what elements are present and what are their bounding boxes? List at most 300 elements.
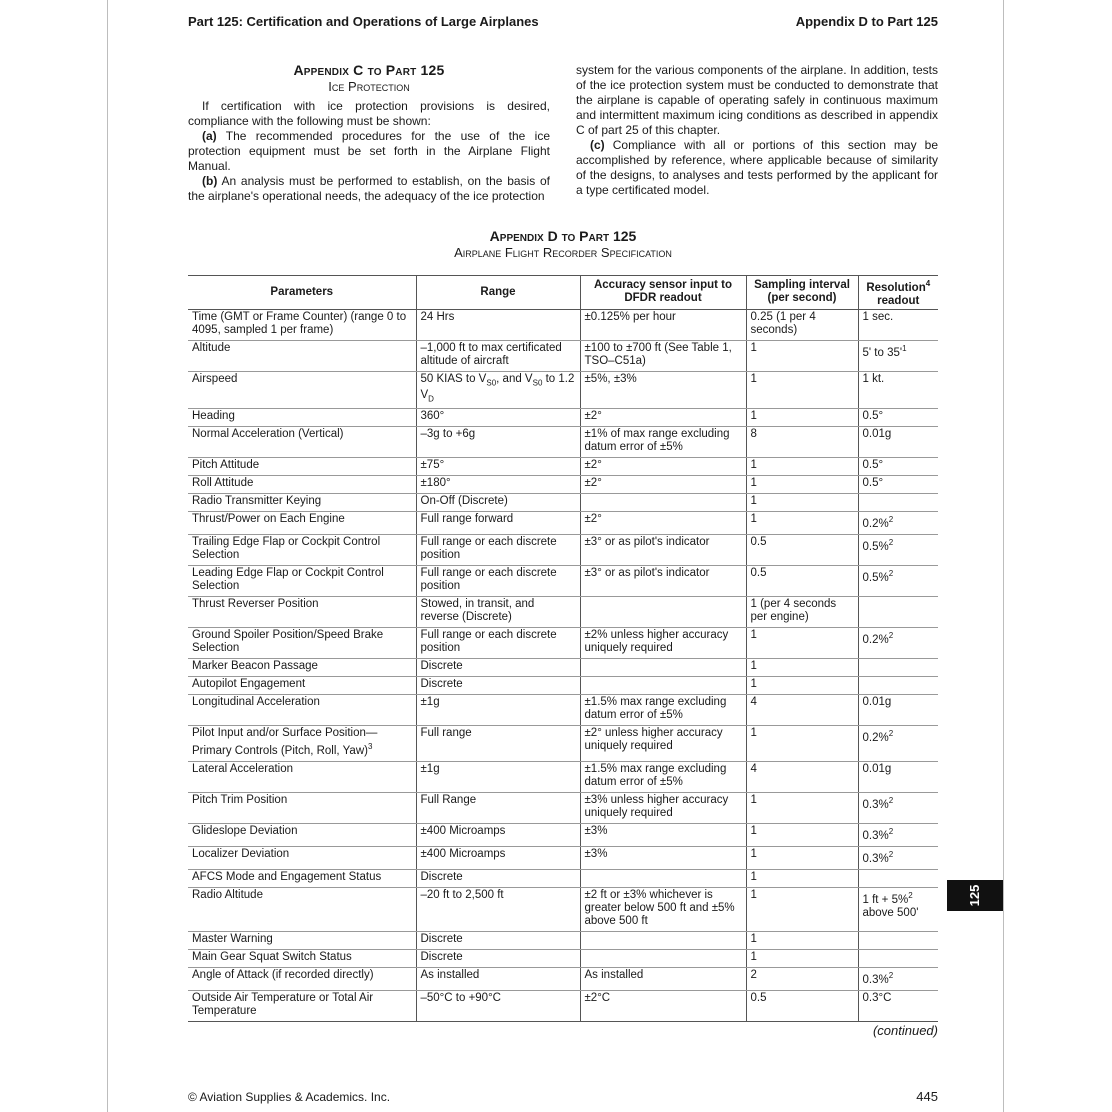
resolution-text: 5' to 35' [862, 346, 903, 359]
range-text: Full range or each discrete position [420, 567, 557, 593]
cell-sampling [746, 967, 858, 990]
cell-parameter [188, 887, 416, 931]
header-resolution-readout: readout [877, 294, 920, 307]
sampling-text: 4 [750, 696, 757, 709]
cell-accuracy [580, 597, 746, 628]
cell-accuracy [580, 340, 746, 371]
resolution-text: 0.3% [862, 829, 889, 842]
sampling-text: 1 [750, 888, 757, 901]
range-text: Full range forward [420, 513, 514, 526]
resolution-text: 0.5° [862, 459, 884, 472]
cell-resolution [858, 458, 938, 476]
parameter-text: Normal Acceleration (Vertical) [192, 428, 344, 441]
cell-sampling [746, 409, 858, 427]
table-row [188, 340, 938, 371]
cell-parameter [188, 427, 416, 458]
parameter-text: Localizer Deviation [192, 847, 290, 860]
accuracy-text: ±2° [584, 459, 602, 472]
cell-range [416, 535, 580, 566]
accuracy-text: ±1% of max range excluding datum error of ±5% [584, 428, 730, 454]
resolution-text-tail: above 500' [862, 906, 919, 919]
resolution-footnote: 2 [888, 538, 894, 548]
cell-sampling [746, 566, 858, 597]
cell-sampling [746, 846, 858, 869]
sampling-text: 1 [750, 372, 757, 385]
cell-accuracy [580, 887, 746, 931]
parameter-text: Lateral Acceleration [192, 763, 294, 776]
resolution-text: 0.3°C [862, 991, 892, 1004]
cell-accuracy [580, 535, 746, 566]
cell-accuracy [580, 677, 746, 695]
table-row [188, 887, 938, 931]
sampling-text: 1 [750, 495, 757, 508]
table-header-row [188, 276, 938, 310]
sampling-text: 0.5 [750, 536, 767, 549]
sampling-text: 1 [750, 341, 757, 354]
cell-sampling [746, 494, 858, 512]
page-number: 445 [916, 1089, 938, 1104]
parameter-text: Time (GMT or Frame Counter) (range 0 to 4095, sampled 1 per frame) [192, 310, 407, 336]
cell-resolution [858, 726, 938, 762]
range-text-mid: , and V [496, 372, 533, 385]
accuracy-text: ±3° or as pilot's indicator [584, 536, 710, 549]
appendix-c-subtitle: Ice Protection [328, 79, 410, 94]
range-text: Full range [420, 727, 472, 740]
cell-accuracy [580, 309, 746, 340]
resolution-footnote: 2 [888, 729, 894, 739]
range-text: Discrete [420, 950, 463, 963]
cell-parameter [188, 824, 416, 847]
sampling-text: 1 [750, 629, 757, 642]
cell-parameter [188, 340, 416, 371]
cell-parameter [188, 726, 416, 762]
para-b-label: (b) [202, 174, 218, 188]
table-row [188, 869, 938, 887]
resolution-text: 0.2% [862, 732, 889, 745]
cell-accuracy [580, 726, 746, 762]
resolution-text: 0.5% [862, 541, 889, 554]
resolution-text: 1 kt. [862, 372, 885, 385]
sampling-text: 1 [750, 847, 757, 860]
parameter-text: Outside Air Temperature or Total Air Temperature [192, 991, 374, 1017]
cell-sampling [746, 597, 858, 628]
range-text: ±400 Microamps [420, 825, 506, 838]
sampling-text: 1 [750, 678, 757, 691]
sampling-text: 4 [750, 763, 757, 776]
table-row [188, 628, 938, 659]
resolution-text: 0.3% [862, 852, 889, 865]
cell-range [416, 512, 580, 535]
accuracy-text: ±1.5% max range excluding datum error of ±5% [584, 696, 727, 722]
continued-note: (continued) [872, 1023, 938, 1038]
cell-sampling [746, 793, 858, 824]
table-row [188, 597, 938, 628]
cell-sampling [746, 677, 858, 695]
cell-accuracy [580, 793, 746, 824]
cell-resolution [858, 340, 938, 371]
running-head-left: Part 125: Certification and Operations of Large Airplanes [188, 14, 539, 29]
range-text: Discrete [420, 660, 463, 673]
cell-range [416, 340, 580, 371]
header-resolution-label: Resolution [866, 281, 926, 294]
cell-range [416, 371, 580, 409]
header-resolution [858, 276, 938, 310]
cell-accuracy [580, 990, 746, 1021]
cell-resolution [858, 931, 938, 949]
table-row [188, 949, 938, 967]
table-row [188, 793, 938, 824]
cell-parameter [188, 677, 416, 695]
sampling-text: 1 [750, 825, 757, 838]
cell-parameter [188, 309, 416, 340]
parameter-text: Radio Altitude [192, 888, 263, 901]
range-text: Discrete [420, 932, 463, 945]
cell-accuracy [580, 869, 746, 887]
range-text: 50 KIAS to V [420, 372, 487, 385]
cell-resolution [858, 887, 938, 931]
parameter-text: Radio Transmitter Keying [192, 495, 322, 508]
page-edge-left [107, 0, 108, 1112]
table-row [188, 535, 938, 566]
cell-range [416, 566, 580, 597]
resolution-footnote: 2 [888, 827, 894, 837]
cell-sampling [746, 695, 858, 726]
cell-sampling [746, 762, 858, 793]
table-row [188, 476, 938, 494]
cell-resolution [858, 597, 938, 628]
cell-parameter [188, 846, 416, 869]
cell-sampling [746, 887, 858, 931]
range-text: ±400 Microamps [420, 847, 506, 860]
sampling-text: 1 [750, 794, 757, 807]
cell-resolution [858, 695, 938, 726]
appendix-d-heading [188, 228, 938, 261]
cell-sampling [746, 476, 858, 494]
accuracy-text: ±2° [584, 410, 602, 423]
range-text: 24 Hrs [420, 310, 455, 323]
accuracy-text: ±5%, ±3% [584, 372, 637, 385]
cell-parameter [188, 967, 416, 990]
cell-resolution [858, 409, 938, 427]
resolution-footnote: 2 [888, 796, 894, 806]
cell-parameter [188, 869, 416, 887]
cell-resolution [858, 793, 938, 824]
cell-sampling [746, 931, 858, 949]
sampling-text: 1 [750, 950, 757, 963]
range-text: On-Off (Discrete) [420, 495, 508, 508]
parameter-text: Thrust Reverser Position [192, 598, 319, 611]
appendix-c-para-b [188, 174, 550, 204]
parameter-text: Roll Attitude [192, 477, 254, 490]
accuracy-text: ±2°C [584, 991, 611, 1004]
sampling-text: 1 [750, 459, 757, 472]
resolution-footnote: 2 [888, 569, 894, 579]
accuracy-text: ±100 to ±700 ft (See Table 1, TSO–C51a) [584, 341, 732, 367]
resolution-text: 0.01g [862, 763, 892, 776]
thumb-tab [947, 880, 1003, 911]
parameter-text: Pitch Trim Position [192, 794, 288, 807]
cell-parameter [188, 628, 416, 659]
accuracy-text: ±2 ft or ±3% whichever is greater below 500 ft and ±5% above 500 ft [584, 888, 735, 927]
cell-range [416, 695, 580, 726]
range-text: ±1g [420, 696, 440, 709]
accuracy-text: ±3% [584, 847, 608, 860]
sampling-text: 1 [750, 870, 757, 883]
appendix-d-title: Appendix D to Part 125 [489, 228, 637, 244]
cell-range [416, 659, 580, 677]
cell-resolution [858, 628, 938, 659]
cell-range [416, 762, 580, 793]
cell-parameter [188, 990, 416, 1021]
resolution-text: 0.2% [862, 634, 889, 647]
range-text: Discrete [420, 678, 463, 691]
range-text: ±180° [420, 477, 451, 490]
para-a-text: The recommended procedures for the use of the ice protection equipment must be set forth in the Airplane Flight Manual. [188, 129, 550, 173]
cell-range [416, 476, 580, 494]
cell-parameter [188, 566, 416, 597]
appendix-c-para-c [576, 138, 938, 198]
para-c-label: (c) [590, 138, 605, 152]
appendix-c-column-continued [576, 63, 938, 198]
appendix-c-intro: If certification with ice protection provisions is desired, compliance with the following must be shown: [188, 99, 550, 128]
parameter-text: Autopilot Engagement [192, 678, 306, 691]
cell-range [416, 427, 580, 458]
cell-accuracy [580, 409, 746, 427]
cell-accuracy [580, 512, 746, 535]
cell-parameter [188, 512, 416, 535]
cell-parameter [188, 949, 416, 967]
accuracy-text: ±2° unless higher accuracy uniquely required [584, 727, 723, 753]
parameter-footnote: 3 [367, 742, 373, 752]
table-row [188, 371, 938, 409]
cell-resolution [858, 824, 938, 847]
cell-resolution [858, 677, 938, 695]
cell-resolution [858, 949, 938, 967]
cell-accuracy [580, 427, 746, 458]
cell-resolution [858, 990, 938, 1021]
table-row [188, 677, 938, 695]
sampling-text: 1 (per 4 seconds per engine) [750, 598, 837, 624]
appendix-c-para-a [188, 129, 550, 174]
parameter-text: Angle of Attack (if recorded directly) [192, 968, 374, 981]
range-text: Full Range [420, 794, 477, 807]
cell-parameter [188, 659, 416, 677]
footer-copyright: © Aviation Supplies & Academics. Inc. [188, 1090, 391, 1104]
table-row [188, 931, 938, 949]
range-text: Discrete [420, 870, 463, 883]
table-row [188, 726, 938, 762]
cell-sampling [746, 309, 858, 340]
cell-accuracy [580, 458, 746, 476]
cell-accuracy [580, 476, 746, 494]
parameter-text: Altitude [192, 341, 231, 354]
para-b-text: An analysis must be performed to establish, on the basis of the airplane's operational needs, the adequacy of the ice protection [188, 174, 550, 203]
resolution-text: 0.01g [862, 696, 892, 709]
cell-range [416, 793, 580, 824]
table-row [188, 427, 938, 458]
cell-range [416, 931, 580, 949]
range-text: Full range or each discrete position [420, 629, 557, 655]
cell-resolution [858, 476, 938, 494]
para-c-text: Compliance with all or portions of this section may be accomplished by reference, where applicable because of similarity of the designs, to analyses and tests performed by the applicant for a type certificated model. [576, 138, 938, 197]
cell-resolution [858, 371, 938, 409]
resolution-text: 0.5% [862, 572, 889, 585]
range-sub: S0 [486, 378, 497, 388]
cell-range [416, 869, 580, 887]
cell-parameter [188, 597, 416, 628]
cell-accuracy [580, 371, 746, 409]
cell-range [416, 458, 580, 476]
cell-range [416, 409, 580, 427]
range-text: Full range or each discrete position [420, 536, 557, 562]
header-sampling: Sampling interval (per second) [746, 276, 858, 310]
page-edge-right [1003, 0, 1004, 1112]
cell-accuracy [580, 628, 746, 659]
cell-range [416, 949, 580, 967]
table-row [188, 659, 938, 677]
cell-sampling [746, 340, 858, 371]
accuracy-text: ±3% [584, 825, 608, 838]
range-sub: D [428, 394, 434, 404]
table-row [188, 566, 938, 597]
cell-accuracy [580, 949, 746, 967]
resolution-footnote: 2 [888, 515, 894, 525]
cell-accuracy [580, 846, 746, 869]
cell-range [416, 846, 580, 869]
range-text: Stowed, in transit, and reverse (Discrete) [420, 598, 535, 624]
cell-sampling [746, 512, 858, 535]
table-row [188, 762, 938, 793]
range-text: As installed [420, 968, 480, 981]
running-head-right: Appendix D to Part 125 [795, 14, 938, 29]
table-row [188, 309, 938, 340]
sampling-text: 1 [750, 477, 757, 490]
cell-range [416, 824, 580, 847]
accuracy-text: ±3° or as pilot's indicator [584, 567, 710, 580]
cell-sampling [746, 949, 858, 967]
table-row [188, 824, 938, 847]
appendix-c-para-b-continued: system for the various components of the airplane. In addition, tests of the ice protection system must be conducted to demonstrate that the airplane is capable of operating safely in continuous maximum and intermittent maximum icing conditions as described in appendix C of part 25 of this chapter. [576, 63, 938, 137]
cell-accuracy [580, 695, 746, 726]
parameter-text: Airspeed [192, 372, 238, 385]
header-resolution-footnote: 4 [925, 279, 931, 288]
resolution-text: 1 sec. [862, 310, 894, 323]
cell-resolution [858, 512, 938, 535]
accuracy-text: As installed [584, 968, 644, 981]
table-row [188, 512, 938, 535]
cell-accuracy [580, 931, 746, 949]
table-row [188, 494, 938, 512]
parameter-text: Thrust/Power on Each Engine [192, 513, 345, 526]
cell-range [416, 677, 580, 695]
sampling-text: 0.25 (1 per 4 seconds) [750, 310, 816, 336]
cell-accuracy [580, 824, 746, 847]
resolution-text: 0.5° [862, 410, 884, 423]
cell-resolution [858, 659, 938, 677]
cell-resolution [858, 762, 938, 793]
parameter-text: Pilot Input and/or Surface Position—Primary Controls (Pitch, Roll, Yaw) [192, 727, 378, 758]
header-parameters: Parameters [188, 276, 416, 310]
range-text: ±75° [420, 459, 445, 472]
cell-accuracy [580, 659, 746, 677]
cell-sampling [746, 535, 858, 566]
table-row [188, 458, 938, 476]
cell-range [416, 628, 580, 659]
table-row [188, 967, 938, 990]
cell-resolution [858, 494, 938, 512]
header-range: Range [416, 276, 580, 310]
table-row [188, 409, 938, 427]
cell-accuracy [580, 494, 746, 512]
sampling-text: 2 [750, 968, 757, 981]
table-row [188, 846, 938, 869]
sampling-text: 8 [750, 428, 757, 441]
cell-parameter [188, 371, 416, 409]
cell-sampling [746, 990, 858, 1021]
resolution-footnote: 2 [888, 631, 894, 641]
range-text: –50°C to +90°C [420, 991, 501, 1004]
cell-resolution [858, 846, 938, 869]
accuracy-text: ±2% unless higher accuracy uniquely required [584, 629, 729, 655]
resolution-footnote: 2 [908, 890, 913, 900]
sampling-text: 1 [750, 932, 757, 945]
thumb-tab-label: 125 [967, 884, 982, 907]
flight-recorder-table [188, 275, 938, 1022]
range-sub: S0 [532, 378, 543, 388]
sampling-text: 1 [750, 727, 757, 740]
cell-range [416, 726, 580, 762]
range-text: 360° [420, 410, 445, 423]
parameter-text: Leading Edge Flap or Cockpit Control Selection [192, 567, 384, 593]
range-text: –20 ft to 2,500 ft [420, 888, 504, 901]
running-head [188, 14, 938, 34]
accuracy-text: ±1.5% max range excluding datum error of ±5% [584, 763, 727, 789]
sampling-text: 1 [750, 410, 757, 423]
appendix-d-subtitle: Airplane Flight Recorder Specification [454, 245, 672, 260]
appendix-c-column [188, 62, 550, 204]
range-text: –1,000 ft to max certificated altitude of aircraft [420, 341, 562, 367]
cell-resolution [858, 309, 938, 340]
cell-range [416, 887, 580, 931]
cell-resolution [858, 869, 938, 887]
resolution-text: 0.5° [862, 477, 884, 490]
cell-range [416, 494, 580, 512]
cell-accuracy [580, 762, 746, 793]
resolution-footnote: 1 [902, 343, 907, 353]
parameter-text: Trailing Edge Flap or Cockpit Control Selection [192, 536, 381, 562]
cell-parameter [188, 476, 416, 494]
resolution-text: 0.3% [862, 973, 889, 986]
para-a-label: (a) [202, 129, 217, 143]
cell-parameter [188, 793, 416, 824]
parameter-text: Ground Spoiler Position/Speed Brake Selection [192, 629, 384, 655]
cell-range [416, 990, 580, 1021]
cell-parameter [188, 931, 416, 949]
cell-range [416, 597, 580, 628]
appendix-c-title: Appendix C to Part 125 [293, 62, 445, 78]
resolution-footnote: 2 [888, 970, 894, 980]
table-row [188, 695, 938, 726]
cell-range [416, 967, 580, 990]
cell-parameter [188, 535, 416, 566]
parameter-text: Glideslope Deviation [192, 825, 298, 838]
table-row [188, 990, 938, 1021]
parameter-text: Master Warning [192, 932, 273, 945]
cell-accuracy [580, 967, 746, 990]
cell-sampling [746, 659, 858, 677]
cell-range [416, 309, 580, 340]
parameter-text: Longitudinal Acceleration [192, 696, 320, 709]
